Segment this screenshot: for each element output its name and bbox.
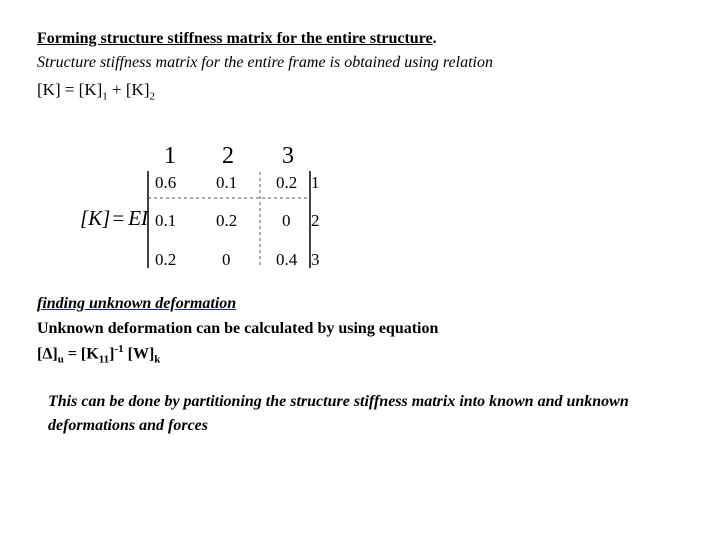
matrix-cell: 0.2 — [216, 211, 238, 230]
matrix-lhs-label: [K] — [80, 206, 111, 230]
column-number: 1 — [164, 143, 176, 169]
row-number: 3 — [311, 250, 320, 269]
matrix-cell: 0.6 — [155, 173, 177, 192]
section-heading-deformation: finding unknown deformation — [37, 295, 237, 312]
equals-sign: = — [112, 206, 125, 230]
partition-paragraph: This can be done by partitioning the structure stiffness matrix into known and unknown deformations and forces — [48, 393, 629, 434]
matrix-cell: 0.4 — [276, 250, 298, 269]
matrix-cell: 0.1 — [155, 211, 177, 230]
matrix-cell: 0.2 — [155, 250, 177, 269]
section-heading-stiffness: Forming structure stiffness matrix for the entire structure. — [37, 30, 437, 47]
matrix-cell: 0.1 — [216, 173, 238, 192]
column-number: 3 — [282, 143, 294, 169]
row-number: 1 — [311, 173, 320, 192]
ei-factor: EI — [128, 206, 149, 230]
matrix-lhs — [80, 206, 148, 231]
matrix-cell: 0.2 — [276, 173, 298, 192]
row-number: 2 — [311, 211, 320, 230]
relation-equation: $[K] = [K]_1 + [K]_2$ — [37, 80, 155, 103]
description-stiffness: Structure stiffness matrix for the entire frame is obtained using relation — [37, 54, 493, 71]
description-deformation: Unknown deformation can be calculated by using equation — [37, 320, 439, 337]
matrix-cell: 0 — [222, 250, 231, 269]
deformation-equation: $[\Delta]_u = [K_{11}]^{-1}$ $[W]_k$ — [37, 343, 161, 366]
matrix-cell: 0 — [282, 211, 291, 230]
column-number: 2 — [222, 143, 234, 169]
